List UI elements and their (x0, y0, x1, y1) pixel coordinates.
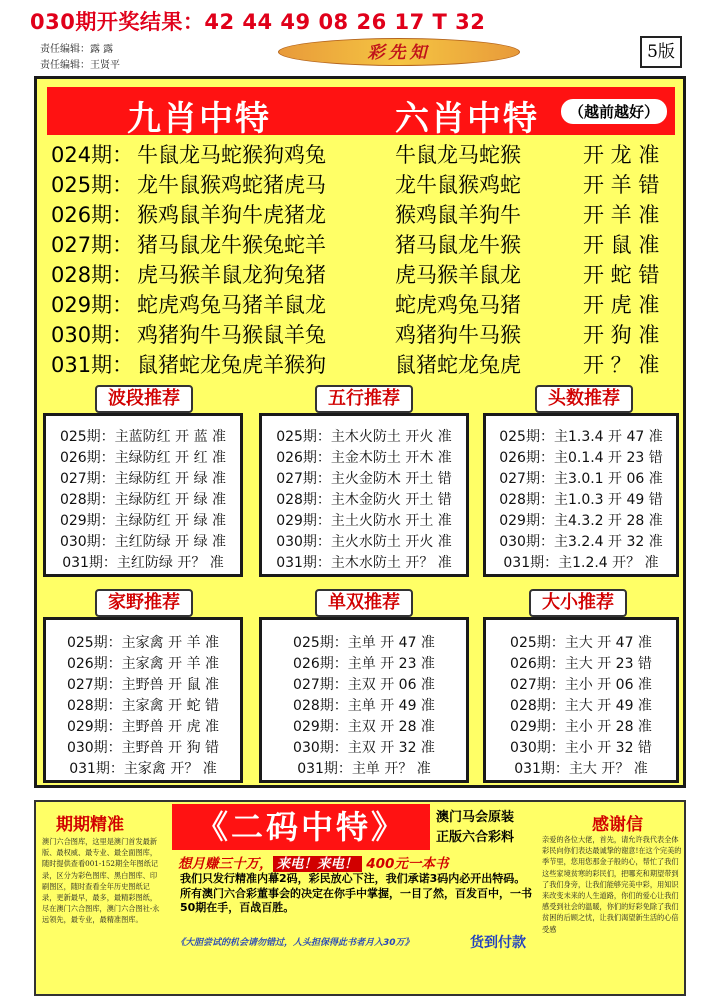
row-nine: 鸡猪狗牛马猴鼠羊兔 (137, 323, 326, 347)
list-item: 028期：主绿防红 开 绿 准 (59, 492, 227, 508)
banner-note: （越前越好） (561, 99, 667, 124)
list-item: 025期：主单 开 47 准 (293, 635, 435, 651)
bo-duan-title: 波段推荐 (95, 385, 193, 413)
list-item: 027期：主双 开 06 准 (293, 677, 435, 693)
list-item: 027期：主野兽 开 鼠 准 (66, 677, 220, 693)
row-result: 开 狗 准 (583, 323, 660, 347)
right-panel-title: 感谢信 (592, 815, 643, 835)
row-result: 开 鼠 准 (583, 233, 660, 257)
list-item: 029期：主绿防红 开 绿 准 (59, 513, 227, 529)
row-period: 024期： (51, 143, 134, 167)
row-nine: 蛇虎鸡兔马猪羊鼠龙 (137, 293, 326, 317)
list-item: 028期：主木金防火 开土 错 (276, 492, 452, 508)
foot-note: 《大胆尝试的机会请勿错过，人头担保得此书者月入30万》 (176, 938, 414, 948)
row-nine: 龙牛鼠猴鸡蛇猪虎马 (137, 173, 326, 197)
row-period: 028期： (51, 263, 134, 287)
list-item: 027期：主绿防红 开 绿 准 (59, 471, 227, 487)
list-item: 030期：主双 开 32 准 (293, 740, 435, 756)
list-item: 025期：主1.3.4 开 47 准 (499, 429, 663, 445)
list-item: 026期：主绿防红 开 红 准 (59, 450, 227, 466)
tou-shu-title: 头数推荐 (535, 385, 633, 413)
row-result: 开 羊 错 (583, 173, 660, 197)
advert-panel (34, 800, 686, 996)
row-nine: 鼠猪蛇龙兔虎羊猴狗 (137, 353, 326, 377)
right-panel-text: 亲爱的各位大佬，首先，请允许我代表全体彩民向你们表达最诚挚的谢意!在这个完美的季节里，您用您那金子般的心，帮忙了我们这些家境贫寒的彩民们，把哪充和期望带到了我们身旁，让我们能够完美中彩，用知识来改变未来的人生道路，你们的爱心让我们感受到社会的温暖，你们的好彩免除了我们贫困的后顾之忧，让我们渴望新生活的心倍受感 (542, 835, 682, 934)
tou-shu-box (483, 413, 679, 577)
row-period: 027期： (51, 233, 134, 257)
list-item: 025期：主大 开 47 准 (510, 635, 652, 651)
row-period: 031期： (51, 353, 134, 377)
row-result: 开 虎 准 (583, 293, 660, 317)
row-six: 蛇虎鸡兔马猪 (395, 293, 521, 317)
list-item: 029期：主小 开 28 准 (510, 719, 652, 735)
row-result: 开 ？ 准 (583, 353, 660, 377)
row-result: 开 羊 准 (583, 203, 660, 227)
bo-duan-box (43, 413, 243, 577)
list-item: 030期：主3.2.4 开 32 准 (499, 534, 663, 550)
list-item: 028期：主大 开 49 准 (510, 698, 652, 714)
list-item: 025期：主木火防土 开火 准 (276, 429, 452, 445)
jia-ye-title: 家野推荐 (95, 589, 193, 617)
row-six: 龙牛鼠猴鸡蛇 (395, 173, 521, 197)
list-item: 026期：主0.1.4 开 23 错 (499, 450, 663, 466)
slogan-part-a: 想月赚三十万， (178, 856, 273, 872)
list-item: 028期：主单 开 49 准 (293, 698, 435, 714)
list-item: 029期：主4.3.2 开 28 准 (499, 513, 663, 529)
list-item: 026期：主金木防土 开木 准 (276, 450, 452, 466)
row-six: 鼠猪蛇龙兔虎 (395, 353, 521, 377)
list-item: 026期：主家禽 开 羊 准 (66, 656, 220, 672)
list-item: 031期：主单 开？ 准 (297, 761, 431, 777)
dan-shuang-title: 单双推荐 (315, 589, 413, 617)
brand-logo: 彩先知 (278, 38, 520, 66)
six-zodiac-title: 六肖中特 (395, 99, 539, 139)
left-panel-title: 期期精准 (56, 815, 124, 835)
da-xiao-title: 大小推荐 (529, 589, 627, 617)
tag-official: 正版六合彩料 (436, 830, 515, 845)
dan-shuang-box (259, 617, 469, 783)
list-item: 026期：主大 开 23 错 (510, 656, 652, 672)
title-banner (47, 87, 675, 139)
row-nine: 猪马鼠龙牛猴兔蛇羊 (137, 233, 326, 257)
row-period: 026期： (51, 203, 134, 227)
main-panel (34, 76, 686, 788)
list-item: 028期：主1.0.3 开 49 错 (499, 492, 663, 508)
row-six: 牛鼠龙马蛇猴 (395, 143, 521, 167)
list-item: 030期：主小 开 32 错 (510, 740, 652, 756)
da-xiao-box (483, 617, 679, 783)
list-item: 028期：主家禽 开 蛇 错 (66, 698, 220, 714)
list-item: 030期：主野兽 开 狗 错 (66, 740, 220, 756)
row-six: 猴鸡鼠羊狗牛 (395, 203, 521, 227)
row-period: 029期： (51, 293, 134, 317)
draw-result-title: 030期开奖结果：42 44 49 08 26 17 T 32 (30, 10, 486, 34)
slogan-part-c: 400元一本书 (366, 856, 449, 872)
list-item: 025期：主家禽 开 羊 准 (66, 635, 220, 651)
wu-xing-box (259, 413, 469, 577)
list-item: 031期：主家禽 开？ 准 (69, 761, 217, 777)
list-item: 027期：主火金防木 开土 错 (276, 471, 452, 487)
row-nine: 猴鸡鼠羊狗牛虎猪龙 (137, 203, 326, 227)
list-item: 027期：主3.0.1 开 06 准 (499, 471, 663, 487)
row-period: 025期： (51, 173, 134, 197)
list-item: 029期：主野兽 开 虎 准 (66, 719, 220, 735)
row-six: 猪马鼠龙牛猴 (395, 233, 521, 257)
slogan-part-b: 来电！来电！ (273, 856, 362, 872)
slogan (178, 852, 448, 872)
list-item: 031期：主大 开？ 准 (514, 761, 648, 777)
list-item: 027期：主小 开 06 准 (510, 677, 652, 693)
list-item: 025期：主蓝防红 开 蓝 准 (59, 429, 227, 445)
list-item: 031期：主红防绿 开？ 准 (62, 555, 224, 571)
jia-ye-box (43, 617, 243, 783)
wu-xing-title: 五行推荐 (315, 385, 413, 413)
tag-original: 澳门马会原装 (436, 810, 515, 825)
row-result: 开 龙 准 (583, 143, 660, 167)
row-period: 030期： (51, 323, 134, 347)
two-code-title: 《二码中特》 (172, 804, 430, 850)
advert-body: 我们只发行精准内幕2码，彩民放心下注，我们承诺3码内必开出特码。所有澳门六合彩董事会的决定在你手中掌握，一目了然，百发百中，一书50期在手，百战百胜。 (180, 872, 532, 915)
list-item: 029期：主土火防水 开土 准 (276, 513, 452, 529)
row-nine: 牛鼠龙马蛇猴狗鸡兔 (137, 143, 326, 167)
list-item: 029期：主双 开 28 准 (293, 719, 435, 735)
center-advert (166, 802, 538, 994)
nine-zodiac-title: 九肖中特 (127, 99, 271, 139)
list-item: 031期：主1.2.4 开？ 准 (503, 555, 659, 571)
list-item: 031期：主木水防土 开？ 准 (276, 555, 452, 571)
list-item: 030期：主火水防土 开火 准 (276, 534, 452, 550)
row-nine: 虎马猴羊鼠龙狗兔猪 (137, 263, 326, 287)
list-item: 026期：主单 开 23 准 (293, 656, 435, 672)
editor-line-1: 责任编辑：露 露 (40, 44, 114, 55)
edition-badge: 5版 (640, 36, 682, 68)
row-six: 虎马猴羊鼠龙 (395, 263, 521, 287)
list-item: 030期：主红防绿 开 绿 准 (59, 534, 227, 550)
row-six: 鸡猪狗牛马猴 (395, 323, 521, 347)
left-panel-text: 澳门六合图库，这里是澳门首发最新版、最权威、最专业、最全面图库，随时提供查看001-152期全年图纸记录，区分为彩色图库、黑白图库、印刷图区，随时查看全年历史图纸记录，更新最早，最多，最精彩图纸，尽在澳门六合图库，澳门六合图社-永远领先，最专业，最精准图库。 (42, 837, 160, 925)
advert-footer (176, 932, 526, 954)
cash-on-delivery-label: 货到付款 (470, 935, 526, 951)
row-result: 开 蛇 错 (583, 263, 660, 287)
editor-line-2: 责任编辑：王贤平 (40, 60, 120, 71)
